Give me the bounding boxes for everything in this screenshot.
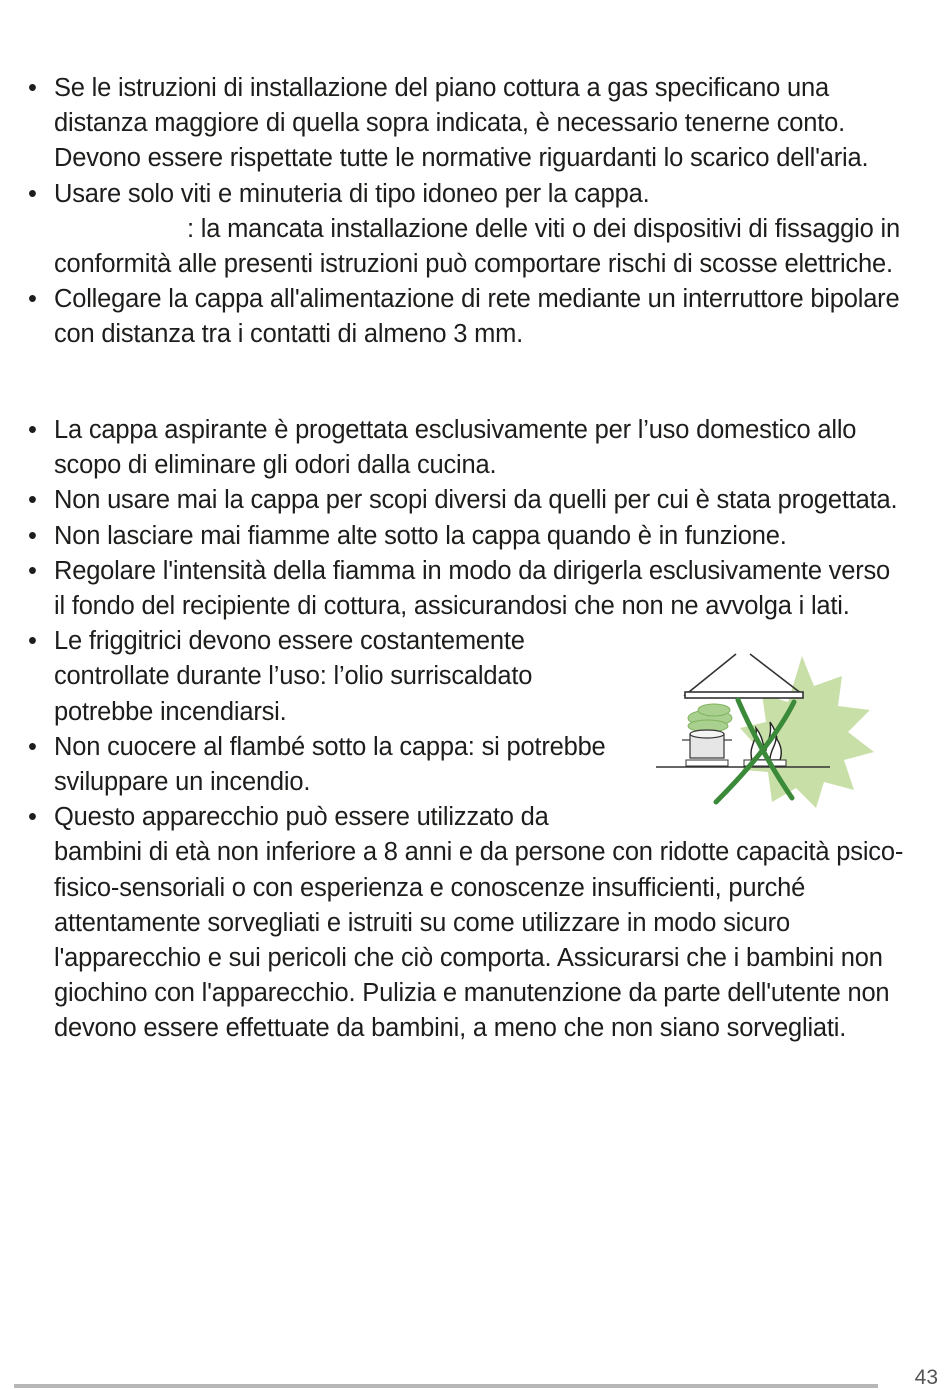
list-item [28,483,908,518]
hood-icon [684,654,803,698]
list-item [28,71,908,177]
text-line: Le friggitrici devono essere costantemente [54,627,525,656]
text-line: giochino con l'apparecchio. Pulizia e manutenzione da parte dell'utente non [54,979,890,1008]
text-line: La cappa aspirante è progettata esclusivamente per l’uso domestico allo [54,416,857,444]
list-item [28,800,908,1046]
list-item [28,413,908,483]
text-line: Questo apparecchio può essere utilizzato da [54,803,549,832]
text-line: bambini di età non inferiore a 8 anni e da persone con ridotte capacità psico- [54,838,904,867]
text-line: Se le istruzioni di installazione del piano cottura a gas specificano una [54,74,829,102]
installation-notes-list [28,71,908,353]
text-line: l'apparecchio e sui pericoli che ciò comporta. Assicurarsi che i bambini non [54,944,883,973]
text-line: Non lasciare mai fiamme alte sotto la cappa quando è in funzione. [54,521,787,550]
text-line: conformità alle presenti istruzioni può comportare rischi di scosse elettriche. [54,250,893,279]
burner-icon [686,760,728,766]
text-line: distanza maggiore di quella sopra indicata, è necessario tenerne conto. [54,109,845,138]
bullet: • [28,74,37,102]
text-line: Usare solo viti e minuteria di tipo idoneo per la cappa. [54,179,650,208]
text-line: devono essere effettuate da bambini, a meno che non siano sorvegliati. [54,1014,847,1043]
bullet: • [28,556,37,585]
text-line: Non usare mai la cappa per scopi diversi da quelli per cui è stata progettata. [54,486,898,515]
page-number: 43 [914,1366,938,1389]
text-line: attentamente sorvegliati e istruiti su come utilizzare in modo sicuro [54,908,790,937]
pot-icon [682,730,732,758]
text-line: con distanza tra i contatti di almeno 3 mm. [54,320,524,349]
bullet: • [28,521,37,550]
text-line: Devono essere rispettate tutte le normative riguardanti lo scarico dell'aria. [54,144,869,173]
footer-rule [14,1384,878,1388]
steam-icon [688,704,732,732]
no-flambe-under-hood-icon [652,648,882,808]
text-line: Collegare la cappa all'alimentazione di rete mediante un interruttore bipolare [54,285,900,314]
bullet: • [28,732,37,761]
text-line: Regolare l'intensità della fiamma in modo da dirigerla esclusivamente verso [54,556,891,585]
bullet: • [28,486,37,515]
burst-shape [740,656,874,808]
list-item [28,282,908,352]
bullet: • [28,416,37,444]
text-line: il fondo del recipiente di cottura, assicurandosi che non ne avvolga i lati. [54,592,850,621]
list-item [28,177,908,283]
list-item [28,519,908,554]
text-line: potrebbe incendiarsi. [54,697,287,726]
text-line: fisico-sensoriali o con esperienza e conoscenze insufficienti, purché [54,873,806,902]
warning-text-line: : la mancata installazione delle viti o dei dispositivi di fissaggio in [187,214,900,243]
bullet: • [28,285,37,314]
bullet: • [28,803,37,832]
bullet: • [28,179,37,208]
list-item [28,554,908,624]
text-line: controllate durante l’uso: l’olio surriscaldato [54,662,533,691]
bullet: • [28,627,37,656]
text-line: Non cuocere al flambé sotto la cappa: si potrebbe [54,732,606,761]
text-line: scopo di eliminare gli odori dalla cucina. [54,451,497,480]
text-line: sviluppare un incendio. [54,768,311,797]
